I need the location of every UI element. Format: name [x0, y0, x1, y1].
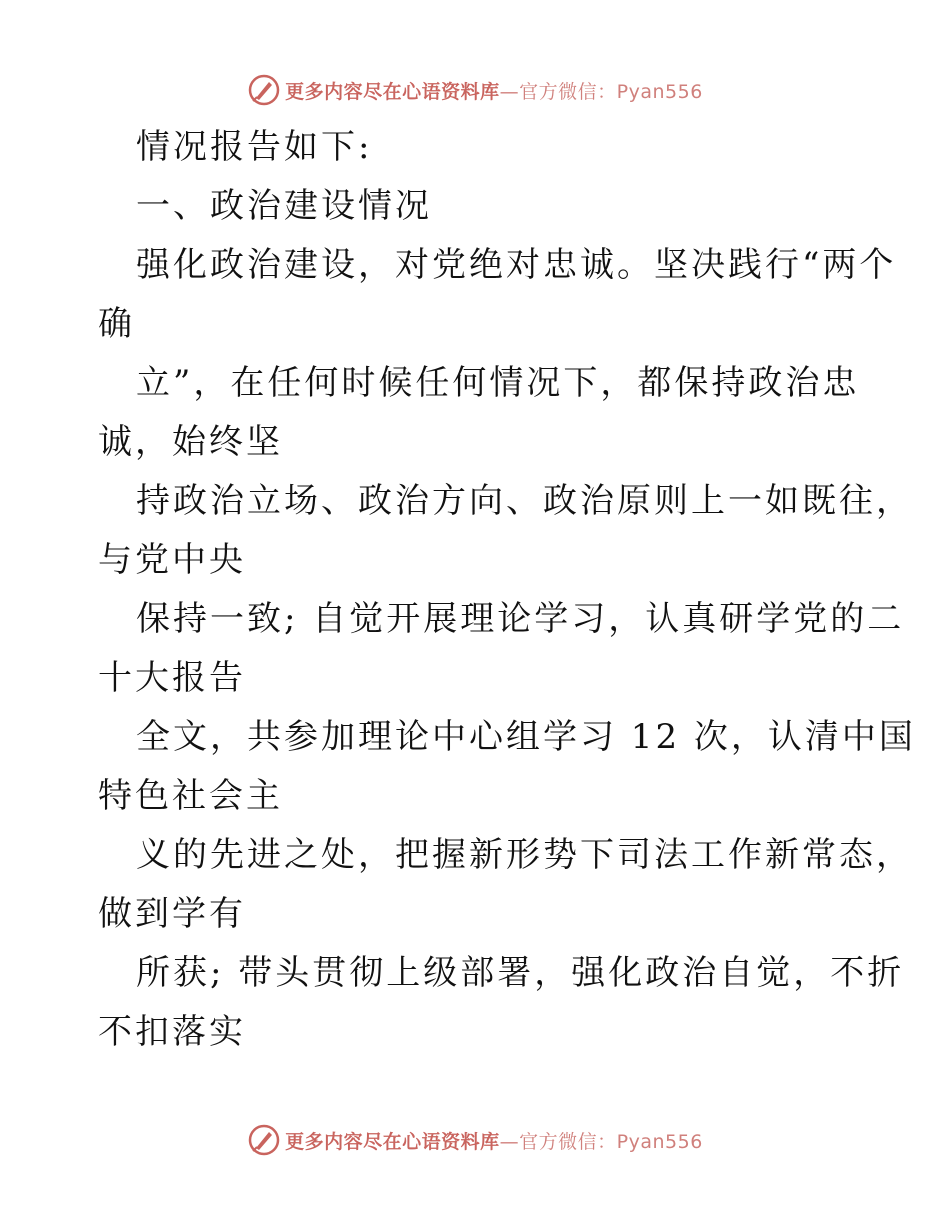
text-line: 全文，共参加理论中心组学习 12 次，认清中国 [136, 717, 916, 757]
text-line: 不扣落实 [98, 1012, 246, 1052]
text-line: 保持一致; 自觉开展理论学习，认真研学党的二 [136, 599, 905, 639]
text-line: 义的先进之处，把握新形势下司法工作新常态， [136, 835, 913, 875]
text-line: 情况报告如下: [136, 127, 373, 167]
text-line: 持政治立场、政治方向、政治原则上一如既往， [136, 481, 913, 521]
watermark-dash: — [499, 1130, 520, 1153]
quill-pen-icon [247, 73, 281, 107]
header-watermark [0, 70, 950, 110]
watermark-wechat: 官方微信：Pyan556 [519, 80, 703, 103]
document-body [98, 118, 916, 1062]
watermark-text [285, 1127, 703, 1154]
text-line: 与党中央 [98, 540, 246, 580]
watermark-text [285, 77, 703, 104]
text-line: 强化政治建设，对党绝对忠诚。坚决践行“两个 [136, 245, 897, 285]
text-line: 诚，始终坚 [98, 422, 283, 462]
watermark-brand: 更多内容尽在心语资料库 [285, 80, 500, 103]
text-line: 一、政治建设情况 [136, 186, 432, 226]
text-line: 十大报告 [98, 658, 246, 698]
text-line: 特色社会主 [98, 776, 283, 816]
watermark-brand: 更多内容尽在心语资料库 [285, 1130, 500, 1153]
quill-pen-icon [247, 1123, 281, 1157]
text-line: 确 [98, 304, 135, 344]
watermark-dash: — [499, 80, 520, 103]
text-line: 所获; 带头贯彻上级部署，强化政治自觉，不折 [136, 953, 905, 993]
watermark-wechat: 官方微信：Pyan556 [519, 1130, 703, 1153]
footer-watermark [0, 1120, 950, 1160]
text-line: 做到学有 [98, 894, 246, 934]
text-line: 立”，在任何时候任何情况下，都保持政治忠 [136, 363, 860, 403]
